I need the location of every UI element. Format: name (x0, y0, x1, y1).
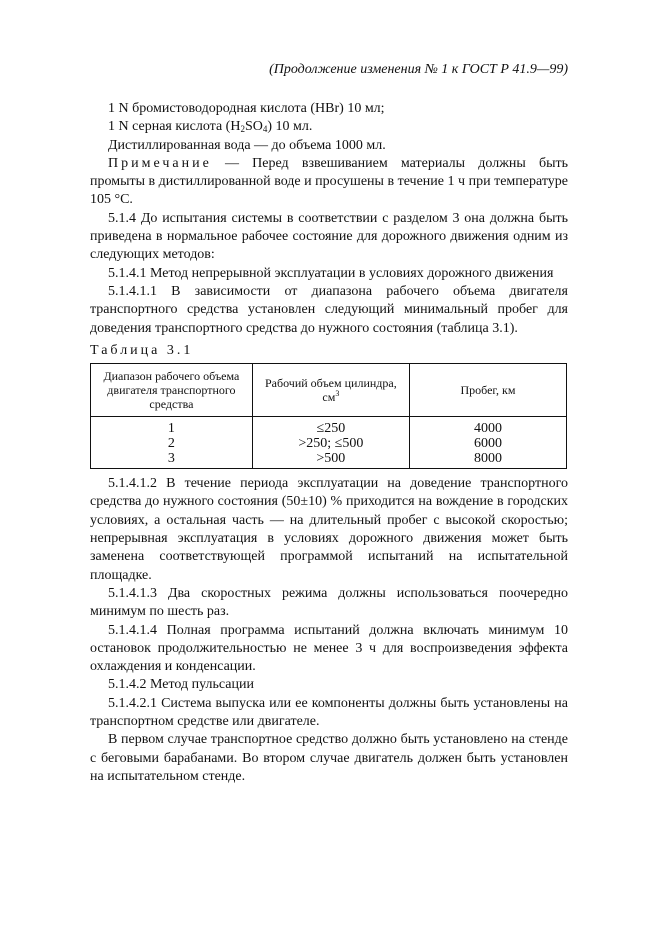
cell-volume: >500 (252, 451, 409, 469)
mileage-table (90, 363, 567, 469)
h2so4-sub1: 2 (240, 124, 245, 135)
table-header-row (91, 364, 567, 417)
cell-range: 2 (91, 436, 253, 451)
reagent-water: Дистиллированная вода — до объема 1000 мл. (108, 137, 386, 153)
section-5-1-4-2-1: 5.1.4.2.1 Система выпуска или ее компоненты должны быть установлены на транспортном средстве или двигателе. (90, 695, 568, 730)
h2so4-mid: SO (244, 119, 263, 135)
continuation-header: (Продолжение изменения № 1 к ГОСТ Р 41.9—99) (269, 62, 568, 77)
note-paragraph (90, 155, 568, 210)
section-5-1-4-1-2: 5.1.4.1.2 В течение периода эксплуатации на доведение транспортного средства до нужного состояния (50±10) % приходится на вождение в городских условиях, а остальная часть — на длительный пробег с высокой скоростью; непрерывная эксплуатация в условиях дорожного движения может быть заменена соответствующей программой испытаний на испытательной площадке. (90, 476, 568, 583)
cell-mileage: 8000 (409, 451, 566, 469)
cell-mileage: 6000 (409, 436, 566, 451)
section-5-1-4-1-3: 5.1.4.1.3 Два скоростных режима должны использоваться поочередно минимум по шесть раз. (90, 585, 568, 620)
note-text: — Перед взвешиванием материалы должны быть промыты в дистиллированной воде и просушены в течение 1 ч при температуре 105 °С. (90, 155, 568, 208)
table-row (91, 436, 567, 451)
note-label: Примечание (108, 155, 212, 171)
document-body (90, 100, 568, 786)
header-range: Диапазон рабочего объема двигателя транспортного средства (91, 364, 253, 417)
h2so4-sub2: 4 (262, 124, 268, 135)
reagent-h2so4 (90, 118, 568, 136)
final-paragraph: В первом случае транспортное средство должно быть установлено на стенде с беговыми барабанами. Во втором случае двигатель должен быть установлен на испытательном стенде. (90, 732, 568, 784)
header-volume-text: Рабочий объем цилиндра, см (265, 376, 397, 405)
header-mileage: Пробег, км (409, 364, 566, 417)
cell-volume: >250; ≤500 (252, 436, 409, 451)
section-5-1-4-1-1: 5.1.4.1.1 В зависимости от диапазона рабочего объема двигателя транспортного средства установлен следующий минимальный пробег для доведения транспортного средства до нужного состояния (таблица 3.1). (90, 283, 568, 336)
cell-mileage: 4000 (409, 417, 566, 437)
section-5-1-4-1-4: 5.1.4.1.4 Полная программа испытаний должна включать минимум 10 остановок продолжительностью не менее 3 ч для воспроизведения эффекта охлаждения и конденсации. (90, 622, 568, 675)
section-5-1-4-1: 5.1.4.1 Метод непрерывной эксплуатации в условиях дорожного движения (108, 265, 554, 281)
cell-range: 3 (91, 451, 253, 469)
table-row (91, 451, 567, 469)
header-volume (252, 364, 409, 417)
section-5-1-4-2: 5.1.4.2 Метод пульсации (108, 677, 254, 693)
reagent-hbr: 1 N бромистоводородная кислота (HBr) 10 мл; (108, 101, 385, 116)
cell-range: 1 (91, 417, 253, 437)
table-row (91, 417, 567, 437)
h2so4-prefix: 1 N серная кислота (H (108, 119, 241, 135)
table-caption: Таблица 3.1 (90, 342, 194, 358)
cell-volume: ≤250 (252, 417, 409, 437)
header-volume-sup: 3 (335, 389, 340, 399)
section-5-1-4: 5.1.4 До испытания системы в соответствии с разделом 3 она должна быть приведена в нормальное рабочее состояние для дорожного движения одним из следующих методов: (90, 210, 568, 263)
h2so4-suffix: ) 10 мл. (267, 119, 313, 135)
